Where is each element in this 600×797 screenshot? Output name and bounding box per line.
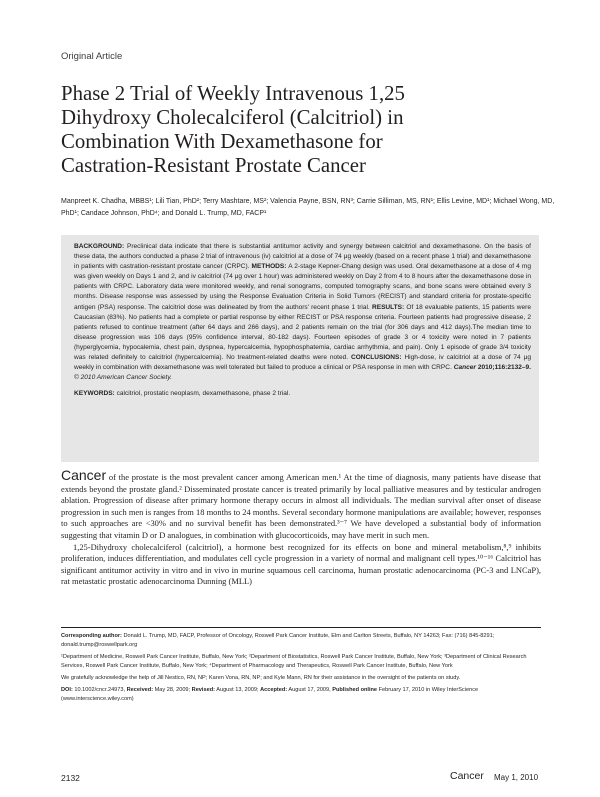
- title-line: Castration-Resistant Prostate Cancer: [61, 154, 366, 177]
- methods-label: METHODS:: [251, 263, 287, 271]
- doi-link[interactable]: 10.1002/cncr.24973,: [74, 687, 126, 693]
- title-line: Combination With Dexamethasone for: [61, 130, 383, 153]
- article-title: [61, 82, 541, 178]
- body-paragraph: 1,25-Dihydroxy cholecalciferol (calcitriol), a hormone best recognized for its effects on bone and mineral metabolism,⁸,⁹ inhibits proliferation, induces differentiation, and modulates cell cycle progression in a variety of normal and malignant cell types.¹⁰⁻¹⁶ Calcitriol has significant antitumor activity in vitro and in vivo in murine squamous cell carcinoma, human prostatic adenocarcinoma (PC-3 and LNCaP), rat metastatic prostatic adenocarcinoma Dunning (MLL): [61, 541, 541, 587]
- conclusions-label: CONCLUSIONS:: [350, 354, 402, 362]
- body-text: [61, 467, 541, 588]
- methods-text: A 2-stage Kepner-Chang design was used. Oral dexamethasone at a dose of 4 mg was given weekly on Days 1 and 2, and iv calcitriol (74 μg over 1 hour) was administered weekly on Day 2 from 4 to 8 hours after the dexamethasone dose in patients with CRPC. Laboratory data were monitored weekly, and renal sonograms, computed tomography scans, and bone scans were obtained every 3 months. Disease response was assessed by using the Response Evaluation Criteria in Solid Tumors (RECIST) and standard criteria for prostate-specific antigen (PSA) response. The calcitriol dose was delineated by from the authors' recent phase 1 trial.: [74, 263, 531, 311]
- lead-word: Cancer: [61, 467, 107, 483]
- footnotes: [61, 632, 541, 707]
- background-label: BACKGROUND:: [74, 243, 125, 250]
- issue-date: May 1, 2010: [494, 773, 539, 782]
- acknowledgment: We gratefully acknowledge the help of Jill Nestico, RN, NP; Karen Vona, RN, NP; and Kyle Mann, RN for their assistance in the oversight of the patients on study.: [61, 675, 461, 681]
- doi-label: DOI:: [61, 687, 73, 693]
- title-line: Dihydroxy Cholecalciferol (Calcitriol) in: [61, 106, 404, 129]
- affiliations: ¹Department of Medicine, Roswell Park Cancer Institute, Buffalo, New York; ²Department of Biostatistics, Roswell Park Cancer Institute, Buffalo, New York; ³Department of Clinical Research Services, Roswell Park Cancer Institute, Buffalo, New York; ⁴Department of Pharmacology and Therapeutics, Roswell Park Cancer Institute, Buffalo, New York: [61, 654, 527, 669]
- citation-ref: 2010;116:2132–9.: [477, 364, 531, 372]
- published-date: February 17, 2010 in Wiley InterScience (www.interscience.wiley.com): [61, 687, 479, 702]
- paragraph-text: of the prostate is the most prevalent cancer among American men.¹ At the time of diagnosis, many patients have disease that extends beyond the prostate gland.² Disseminated prostate cancer is treated primarily by local palliative measures and by testicular androgen ablation. Progression of disease after primary hormone therapy occurs in almost all individuals. The median survival after onset of disease progression in such men is ranges from 18 months to 24 months. Several secondary hormone manipulations are available; however, responses to such approaches are <30% and no survival benefit has been demonstrated.³⁻⁷ We have developed a substantial body of information suggesting that vitamin D or D analogues, in combination with glucocorticoids, may have merit in such men.: [61, 472, 541, 540]
- citation-copyright: © 2010 American Cancer Society.: [74, 374, 172, 382]
- background-text: Preclinical data indicate that there is substantial antitumor activity and synergy between calcitriol and dexamethasone. On the basis of these data, the authors conducted a phase 2 trial of intravenous (iv) calcitriol at a dose of 74 μg weekly (based on a recent phase 1 trial) and dexamethasone in patients with castration-resistant prostate cancer (CRPC).: [74, 243, 531, 271]
- article-type-label: Original Article: [61, 51, 123, 62]
- results-label: RESULTS:: [371, 303, 405, 311]
- publication-info: [61, 686, 541, 704]
- results-text: Of 18 evaluable patients, 15 patients were Caucasian (83%). No patients had a complete or partial response by either RECIST or PSA response criteria. Fourteen patients had progressive disease, 2 patients refused to continue treatment (after 64 days and 266 days), and 2 patients remain on the trial (for 306 days and 412 days).The median time to disease progression was 106 days (95% confidence interval, 80-182 days). Fourteen episodes of grade 3 or 4 toxicity were noted in 7 patients (hyperglycemia, hypocalemia, chest pain, dyspnea, hypercalcemia, hypophosphatemia, cardiac arrhythmia, and pain). Only 1 episode of grade 3/4 toxicity was related definitely to calcitriol (hypercalcemia). No treatment-related deaths were noted.: [74, 303, 531, 362]
- accepted-date: August 17, 2009,: [288, 687, 331, 693]
- corresponding-author: [61, 632, 541, 650]
- citation-journal: Cancer: [453, 364, 476, 372]
- keywords: [74, 389, 531, 399]
- published-label: Published online: [332, 687, 378, 693]
- corresponding-label: Corresponding author:: [61, 633, 122, 639]
- title-line: Phase 2 Trial of Weekly Intravenous 1,25: [61, 82, 405, 105]
- conclusions-text: High-dose, iv calcitriol at a dose of 74 μg weekly in combination with dexamethasone was well tolerated but failed to produce a clinical or PSA response in men with CRPC.: [74, 354, 531, 372]
- page-number: 2132: [61, 773, 80, 783]
- revised-date: August 13, 2009;: [216, 687, 259, 693]
- keywords-label: KEYWORDS:: [74, 390, 115, 398]
- footnote-divider: [61, 627, 541, 628]
- accepted-label: Accepted:: [260, 687, 288, 693]
- keywords-text: calcitriol, prostatic neoplasm, dexamethasone, phase 2 trial.: [116, 390, 291, 398]
- abstract-text: [74, 242, 531, 383]
- body-paragraph: [61, 467, 541, 542]
- author-list: Manpreet K. Chadha, MBBS¹; Lili Tian, PhD²; Terry Mashtare, MS²; Valencia Payne, BSN, RN³; Carrie Silliman, MS, RN¹; Ellis Levine, MD¹; Michael Wong, MD, PhD¹; Candace Johnson, PhD⁴; and Donald L. Trump, MD, FACP¹: [61, 198, 555, 217]
- abstract-box: [61, 235, 539, 462]
- corresponding-text: Donald L. Trump, MD, FACP, Professor of Oncology, Roswell Park Cancer Institute, Elm and Carlton Streets, Buffalo, NY 14263; Fax: (716) 845-8291; donald.trump@roswellpark.org: [61, 633, 495, 648]
- received-date: May 28, 2009;: [154, 687, 191, 693]
- revised-label: Revised:: [191, 687, 215, 693]
- journal-name: Cancer: [450, 770, 484, 782]
- received-label: Received:: [126, 687, 154, 693]
